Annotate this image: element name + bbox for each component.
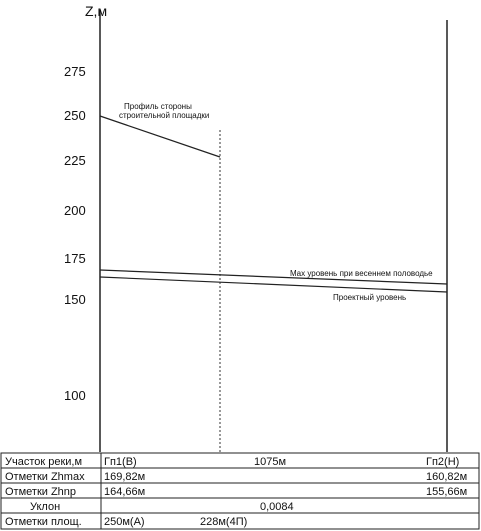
row1-mid-value: 1075м bbox=[254, 456, 287, 468]
row1-right-value: Гп2(Н) bbox=[426, 456, 460, 468]
row4-mid-value: 0,0084 bbox=[260, 501, 294, 513]
design-level-line bbox=[100, 277, 447, 292]
tick-label-225: 225 bbox=[64, 153, 86, 168]
row-label-site-elevation: Отметки площ. bbox=[5, 516, 82, 528]
row5-left-value: 250м(А) bbox=[104, 516, 145, 528]
row5-mid-value: 228м(4П) bbox=[200, 516, 248, 528]
row1-left-value: Гп1(В) bbox=[104, 456, 137, 468]
tick-label-175: 175 bbox=[64, 251, 86, 266]
row-label-section: Участок реки,м bbox=[5, 456, 83, 468]
axis-title: Z,м bbox=[85, 3, 108, 19]
row-label-zhnp: Отметки Zhnp bbox=[5, 486, 77, 498]
site-profile-line bbox=[100, 116, 220, 157]
max-flood-level-label: Max уровень при весеннем половодье bbox=[290, 269, 433, 278]
row2-right-value: 160,82м bbox=[426, 471, 468, 483]
tick-label-250: 250 bbox=[64, 108, 86, 123]
row2-left-value: 169,82м bbox=[104, 471, 146, 483]
row3-left-value: 164,66м bbox=[104, 486, 146, 498]
tick-label-200: 200 bbox=[64, 203, 86, 218]
row-label-slope: Уклон bbox=[30, 501, 61, 513]
profile-label-line2: строительной площадки bbox=[119, 111, 210, 120]
tick-label-150: 150 bbox=[64, 292, 86, 307]
data-table bbox=[1, 453, 479, 529]
row-label-zhmax: Отметки Zhmax bbox=[5, 471, 85, 483]
tick-label-275: 275 bbox=[64, 64, 86, 79]
tick-label-100: 100 bbox=[64, 388, 86, 403]
profile-label-line1: Профиль стороны bbox=[124, 102, 192, 111]
design-level-label: Проектный уровень bbox=[333, 293, 407, 302]
row3-right-value: 155,66м bbox=[426, 486, 468, 498]
